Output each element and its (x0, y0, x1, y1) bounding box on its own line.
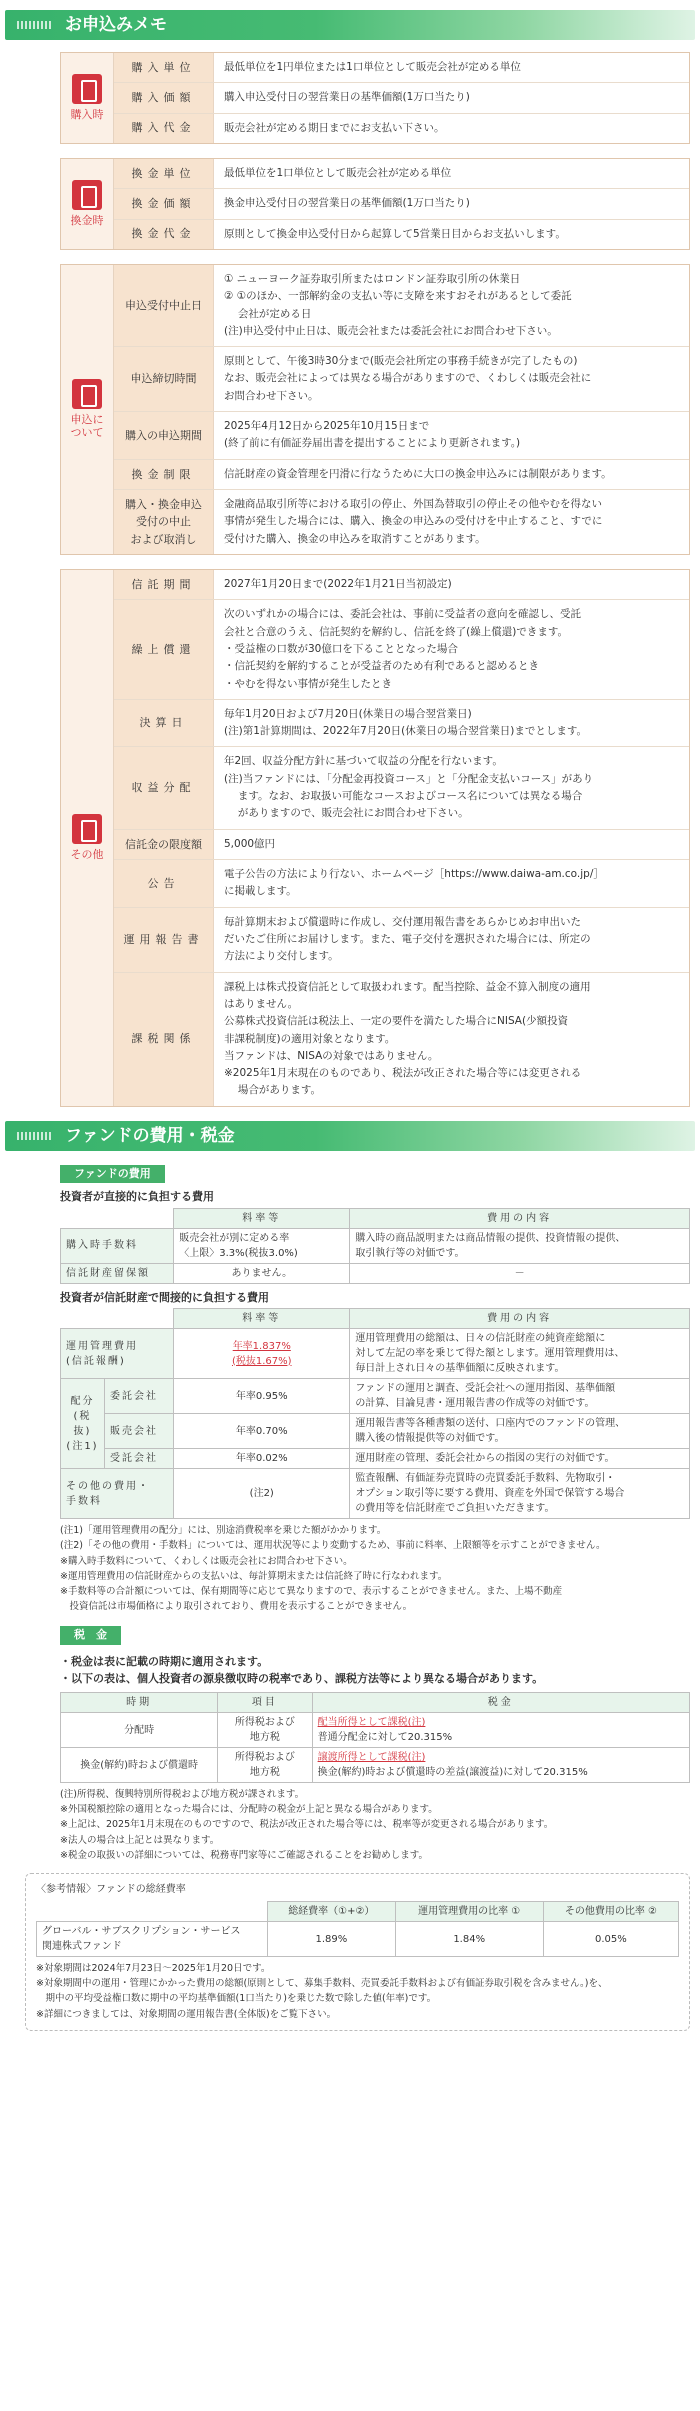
ratio-head-total: 総経費率（①+②） (268, 1902, 395, 1922)
blank-head (61, 1309, 174, 1329)
direct-head-rate: 料率等 (174, 1208, 350, 1228)
row-value: 信託財産の資金管理を円滑に行なうために大口の換金申込みには制限があります。 (214, 460, 689, 489)
tax-type: 譲渡所得として課税(注) (317, 1752, 426, 1764)
indirect-cost-title: 投資者が信託財産で間接的に負担する費用 (60, 1290, 269, 1304)
tax-cell (312, 1713, 689, 1748)
direct-desc: 購入時の商品説明または商品情報の提供、投資情報の提供、 取引執行等の対価です。 (350, 1228, 690, 1263)
row-value: 最低単位を1口単位として販売会社が定める単位 (214, 159, 689, 188)
row-value: 2025年4月12日から2025年10月15日まで (終了前に有価証券届出書を提出することにより更新されます。) (214, 412, 689, 459)
memo-row (114, 700, 689, 748)
ratio-other: 0.05% (543, 1922, 678, 1957)
row-key: 公告 (114, 860, 214, 907)
fee-notes: (注1)「運用管理費用の配分」には、別途消費税率を乗じた額がかかります。 (注2)「その他の費用・手数料」については、運用状況等により変動するため、事前に料率、上限額等を示すことができません。 ※購入時手数料について、くわしくは販売会社にお問合わせ下さい。 ※運用管理費用の信託財産からの支払いは、毎計算期末または信託終了時に行なわれます。 ※手数料等の合計額については、保有期間等に応じて異なりますので、表示することができません。また、上場不動産 投資信託は市場価格により取引されており、費用を表示することができません。 (60, 1525, 606, 1613)
direct-desc: － (350, 1263, 690, 1283)
row-key: 決算日 (114, 700, 214, 747)
memo-row (114, 159, 689, 189)
row-value: 次のいずれかの場合には、委託会社は、事前に受益者の意向を確認し、受託 会社と合意のうえ、信託契約を解約し、信託を終了(繰上償還)できます。 ・受益権の口数が30億口を下ることとなった場合 ・信託契約を解約することが受益者のため有利であると認めるとき ・やむを得ない事情が発生したとき (214, 600, 689, 699)
tax-notes: (注)所得税、復興特別所得税および地方税が課されます。 ※外国税額控除の適用となった場合には、分配時の税金が上記と異なる場合があります。 ※上記は、2025年1月末現在のものですので、税法が改正された場合等には、税率等が変更される場合があります。 ※法人の場合は上記とは異なります。 ※税金の取扱いの詳細については、税務専門家等にご確認されることをお勧めします。 (60, 1789, 554, 1861)
indirect-head-rate: 料率等 (174, 1309, 350, 1329)
memo-title: お申込みメモ (5, 10, 695, 40)
alloc-key: 受託会社 (105, 1449, 174, 1469)
fees-wrap (60, 1163, 690, 1863)
tax-rate: 換金(解約)時および償還時の差益(譲渡益)に対して20.315% (317, 1767, 588, 1779)
memo-group (60, 52, 690, 144)
tax-item: 所得税および 地方税 (218, 1713, 312, 1748)
other-key: その他の費用・ 手数料 (61, 1469, 174, 1519)
memo-section (0, 10, 700, 1107)
row-value: 2027年1月20日まで(2022年1月21日当初設定) (214, 570, 689, 599)
memo-row (114, 460, 689, 490)
other-rate: (注2) (174, 1469, 350, 1519)
mgmt-rate: 年率1.837% (税抜1.67%) (174, 1329, 350, 1379)
group-label: その他 (70, 847, 104, 861)
alloc-rate: 年率0.70% (174, 1414, 350, 1449)
reference-notes: ※対象期間は2024年7月23日～2025年1月20日です。 ※対象期間中の運用・管理にかかった費用の総額(原則として、募集手数料、売買委託手数料および有価証券取引税を含みません。)を、 期中の平均受益権口数に期中の平均基準価額(1口当たり)を乗じた数で除した値(年率)です。 ※詳細につきましては、対象期間の運用報告書(全体版)をご覧下さい。 (36, 1963, 608, 2020)
row-value: 毎計算期末および償還時に作成し、交付運用報告書をあらかじめお申出いた だいたご住所にお届けします。また、電子交付を選択された場合には、所定の 方法により交付します。 (214, 908, 689, 972)
reference-title: 〈参考情報〉ファンドの総経費率 (36, 1884, 186, 1895)
memo-row (114, 114, 689, 143)
row-key: 購入単位 (114, 53, 214, 82)
group-rows (114, 265, 689, 554)
group-side (61, 159, 114, 249)
mgmt-row (61, 1329, 690, 1379)
memo-row (114, 265, 689, 347)
tax-when: 分配時 (61, 1713, 218, 1748)
indirect-cost-table (60, 1308, 690, 1519)
tax-table (60, 1692, 690, 1783)
memo-group (60, 569, 690, 1107)
group-rows (114, 570, 689, 1106)
memo-row (114, 347, 689, 412)
blank-head (37, 1902, 268, 1922)
exchange-yen-icon (72, 180, 102, 210)
mgmt-desc: 運用管理費用の総額は、日々の信託財産の純資産総額に 対して左記の率を乗じて得た額とします。運用管理費用は、 毎日計上され日々の基準価額に反映されます。 (350, 1329, 690, 1379)
row-value: 5,000億円 (214, 830, 689, 859)
alloc-desc: 運用報告書等各種書類の送付、口座内でのファンドの管理、 購入後の情報提供等の対価です。 (350, 1414, 690, 1449)
alloc-key: 販売会社 (105, 1414, 174, 1449)
tax-row (61, 1748, 690, 1783)
direct-rate: 販売会社が別に定める率 〈上限〉3.3%(税抜3.0%) (174, 1228, 350, 1263)
row-key: 信託金の限度額 (114, 830, 214, 859)
group-rows (114, 53, 689, 143)
row-value: 販売会社が定める期日までにお支払い下さい。 (214, 114, 689, 143)
other-fee-row (61, 1469, 690, 1519)
alloc-key: 委託会社 (105, 1379, 174, 1414)
tax-head-item: 項目 (218, 1693, 312, 1713)
row-value: 毎年1月20日および7月20日(休業日の場合翌営業日) (注)第1計算期間は、2022年7月20日(休業日の場合翌営業日)までとします。 (214, 700, 689, 747)
memo-row (114, 570, 689, 600)
alloc-desc: ファンドの運用と調査、受託会社への運用指図、基準価額 の計算、目論見書・運用報告書の作成等の対価です。 (350, 1379, 690, 1414)
direct-cost-title: 投資者が直接的に負担する費用 (60, 1190, 214, 1204)
memo-groups (0, 52, 700, 1107)
direct-key: 信託財産留保額 (61, 1263, 174, 1283)
mgmt-key: 運用管理費用 (信託報酬) (61, 1329, 174, 1379)
group-side (61, 53, 114, 143)
group-label: 換金時 (70, 214, 104, 228)
direct-key: 購入時手数料 (61, 1228, 174, 1263)
tax-type: 配当所得として課税(注) (317, 1717, 426, 1729)
fees-section (0, 1121, 700, 1863)
row-key: 換金代金 (114, 220, 214, 249)
reference-box (25, 1873, 690, 2031)
paperclip-icon (72, 814, 102, 844)
memo-row (114, 412, 689, 460)
ratio-total: 1.89% (268, 1922, 395, 1957)
memo-group (60, 158, 690, 250)
row-value: 原則として換金申込受付日から起算して5営業日目からお支払いします。 (214, 220, 689, 249)
direct-cost-table (60, 1208, 690, 1284)
row-key: 換金単位 (114, 159, 214, 188)
row-key: 換金価額 (114, 189, 214, 218)
fund-name: グローバル・サブスクリプション・サービス 関連株式ファンド (37, 1922, 268, 1957)
row-key: 購入・換金申込 受付の中止 および取消し (114, 490, 214, 554)
fees-title: ファンドの費用・税金 (5, 1121, 695, 1151)
blank-head (61, 1208, 174, 1228)
group-label: 申込に ついて (70, 412, 104, 440)
memo-row (114, 747, 689, 829)
expense-ratio-table (36, 1901, 679, 1957)
row-key: 収益分配 (114, 747, 214, 828)
fees-subheading: ファンドの費用 (60, 1165, 165, 1184)
row-value: 金融商品取引所等における取引の停止、外国為替取引の停止その他やむを得ない 事情が発生した場合には、購入、換金の申込みの受付けを中止すること、すでに 受付けた購入、換金の申込みを取消すことがあります。 (214, 490, 689, 554)
row-key: 申込受付中止日 (114, 265, 214, 346)
memo-row (114, 860, 689, 908)
row-key: 申込締切時間 (114, 347, 214, 411)
memo-row (114, 830, 689, 860)
memo-row (114, 600, 689, 700)
tax-item: 所得税および 地方税 (218, 1748, 312, 1783)
group-side (61, 570, 114, 1106)
row-key: 換金制限 (114, 460, 214, 489)
row-key: 購入代金 (114, 114, 214, 143)
tax-cell (312, 1748, 689, 1783)
ratio-mgmt: 1.84% (395, 1922, 543, 1957)
row-value: 換金申込受付日の翌営業日の基準価額(1万口当たり) (214, 189, 689, 218)
tax-rate: 普通分配金に対して20.315% (317, 1732, 453, 1744)
memo-row (114, 220, 689, 249)
tax-when: 換金(解約)時および償還時 (61, 1748, 218, 1783)
row-key: 課税関係 (114, 973, 214, 1106)
row-key: 購入価額 (114, 83, 214, 112)
alloc-desc: 運用財産の管理、委託会社からの指図の実行の対価です。 (350, 1449, 690, 1469)
alloc-rate: 年率0.95% (174, 1379, 350, 1414)
tax-subheading: 税 金 (60, 1626, 121, 1645)
direct-row (61, 1263, 690, 1283)
group-label: 購入時 (70, 108, 104, 122)
row-value: 電子公告の方法により行ない、ホームページ［https://www.daiwa-am.co.jp/］ に掲載します。 (214, 860, 689, 907)
row-value: 年2回、収益分配方針に基づいて収益の分配を行ないます。 (注)当ファンドには、「分配金再投資コース」と「分配金支払いコース」があり ます。なお、お取扱い可能なコースおよびコース名については異なる場合 がありますので、販売会社にお問合わせ下さい。 (214, 747, 689, 828)
row-key: 信託期間 (114, 570, 214, 599)
alloc-row (61, 1414, 690, 1449)
direct-rate: ありません。 (174, 1263, 350, 1283)
other-desc: 監査報酬、有価証券売買時の売買委託手数料、先物取引・ オプション取引等に要する費用、資産を外国で保管する場合 の費用等を信託財産でご負担いただきます。 (350, 1469, 690, 1519)
tax-head-tax: 税金 (312, 1693, 689, 1713)
tax-bullets: ・税金は表に記載の時期に適用されます。 ・以下の表は、個人投資者の源泉徴収時の税率であり、課税方法等により異なる場合があります。 (60, 1654, 544, 1686)
alloc-label: 配分 (税抜) (注1) (61, 1379, 105, 1469)
pen-icon (72, 379, 102, 409)
row-key: 購入の申込期間 (114, 412, 214, 459)
row-value: 原則として、午後3時30分まで(販売会社所定の事務手続きが完了したもの) なお、販売会社によっては異なる場合がありますので、くわしくは販売会社に お問合わせ下さい。 (214, 347, 689, 411)
alloc-rate: 年率0.02% (174, 1449, 350, 1469)
group-side (61, 265, 114, 554)
alloc-row (61, 1379, 690, 1414)
memo-group (60, 264, 690, 555)
row-value: ① ニューヨーク証券取引所またはロンドン証券取引所の休業日 ② ①のほか、一部解約金の支払い等に支障を来すおそれがあるとして委託 会社が定める日 (注)申込受付中止日は、販売会社または委託会社にお問合わせ下さい。 (214, 265, 689, 346)
ratio-head-other: その他費用の比率 ② (543, 1902, 678, 1922)
row-value: 課税上は株式投資信託として取扱われます。配当控除、益金不算入制度の適用 はありません。 公募株式投資信託は税法上、一定の要件を満たした場合にNISA(少額投資 非課税制度)の適用対象となります。 当ファンドは、NISAの対象ではありません。 ※2025年1月末現在のものであり、税法が改正された場合等には変更される 場合があります。 (214, 973, 689, 1106)
memo-row (114, 973, 689, 1106)
memo-row (114, 189, 689, 219)
alloc-row (61, 1449, 690, 1469)
direct-head-desc: 費用の内容 (350, 1208, 690, 1228)
group-rows (114, 159, 689, 249)
ratio-head-mgmt: 運用管理費用の比率 ① (395, 1902, 543, 1922)
memo-row (114, 908, 689, 973)
memo-row (114, 53, 689, 83)
indirect-head-desc: 費用の内容 (350, 1309, 690, 1329)
row-value: 購入申込受付日の翌営業日の基準価額(1万口当たり) (214, 83, 689, 112)
row-value: 最低単位を1円単位または1口単位として販売会社が定める単位 (214, 53, 689, 82)
tax-head-when: 時期 (61, 1693, 218, 1713)
yen-hand-icon (72, 74, 102, 104)
memo-row (114, 490, 689, 554)
memo-row (114, 83, 689, 113)
tax-row (61, 1713, 690, 1748)
direct-row (61, 1228, 690, 1263)
row-key: 運用報告書 (114, 908, 214, 972)
row-key: 繰上償還 (114, 600, 214, 699)
